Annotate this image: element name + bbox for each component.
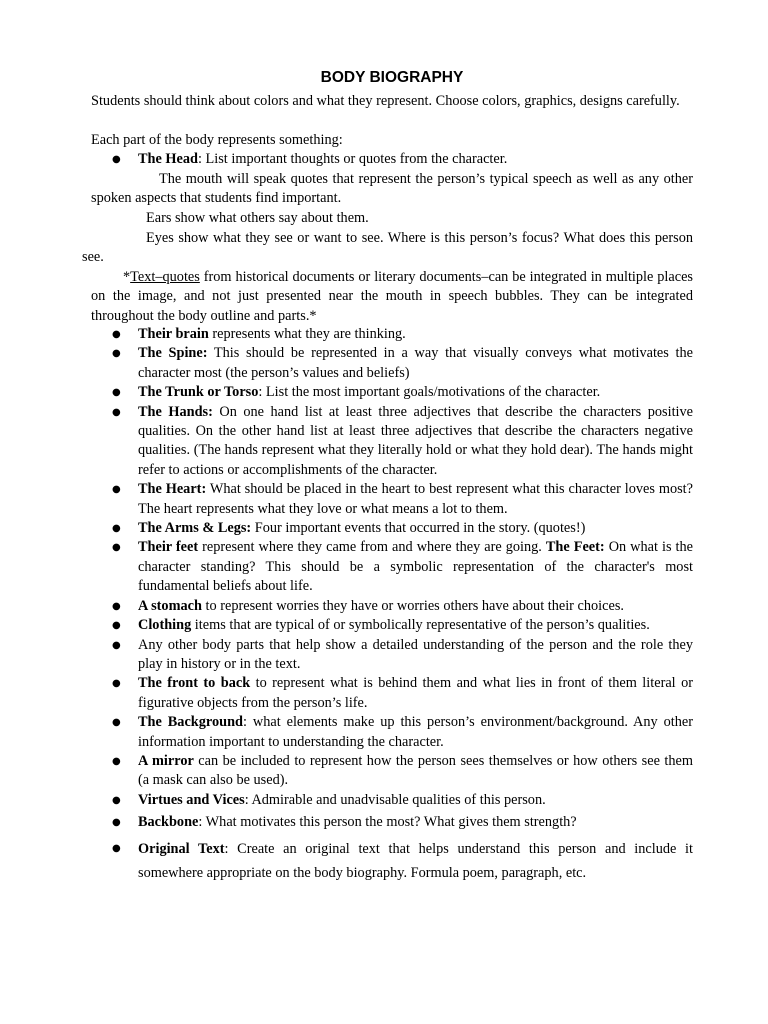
item-label: Their brain [138,326,209,342]
item-text-2: On what is the character standing? This should be a symbolic representation of the character's most fundamental beliefs about life. [138,539,693,595]
page-title: BODY BIOGRAPHY [320,69,464,86]
item-text: to represent what is behind them and what lies in front of them literal or figurative objects from the person’s life. [138,675,693,711]
item-text: to represent worries they have or worries others have about their choices. [201,597,624,614]
item-label: Original Text [138,840,225,857]
note-star: * [123,269,131,285]
list-item [112,403,693,481]
list-item [112,480,693,519]
item-text: : What motivates this person the most? What gives them strength? [198,814,577,831]
list-item [112,344,693,383]
item-text: : Create an original text that helps understand this person and include it somewhere appropriate on the body biography. Formula poem, paragraph, etc. [138,840,693,882]
list-item [112,616,693,635]
list-item [112,597,693,616]
item-text: items that are typical of or symbolically representative of the person’s qualities. [191,617,650,634]
ears-paragraph: Ears show what others say about them. [146,210,369,226]
eyes-paragraph: Eyes show what they see or want to see. Where is this person’s focus? What does this person see. [82,230,693,266]
item-text: represent where they came from and where they are going. [198,539,546,556]
body-parts-list [112,325,693,886]
item-label: The Head [138,151,198,167]
item-label: A stomach [138,597,202,614]
item-text: Any other body parts that help show a detailed understanding of the person and the role they play in history or in the text. [138,636,693,672]
list-item [112,791,693,810]
item-label-2: The Feet: [545,539,605,556]
list-item [112,538,693,596]
item-text: represents what they are thinking. [208,326,406,342]
item-label: Backbone [138,814,199,831]
item-label: Virtues and Vices [138,791,245,808]
item-label: The Arms & Legs: [138,520,252,537]
item-text: Four important events that occurred in the story. (quotes!) [251,520,586,537]
list-item [112,636,693,675]
list-item [112,519,693,538]
intro-paragraph: Students should think about colors and what they represent. Choose colors, graphics, designs carefully. [91,93,680,109]
item-label: Clothing [138,617,192,634]
item-label: The front to back [138,675,251,692]
list-item [112,674,693,713]
list-item [112,752,693,791]
text-quotes-term: Text–quotes [130,269,200,285]
item-text: What should be placed in the heart to best represent what this character loves most? The heart represents what they love or what means a lot to them. [138,481,693,517]
item-label: The Spine: [138,345,208,362]
item-label: The Background [138,714,243,731]
list-item [112,713,693,752]
item-text: On one hand list at least three adjectives that describe the characters positive qualities. On the other hand list at least three adjectives that describe the characters negative qualities. (The hands represent what they literally hold or what they hold dear). The hands might refer to actions or accomplishments of the character. [138,403,694,478]
list-item [112,383,693,402]
item-text: This should be represented in a way that visually conveys what motivates the character most (the person’s values and beliefs) [138,345,694,381]
item-label: Their feet [138,539,199,556]
item-text: : what elements make up this person’s environment/background. Any other information important to understanding the character. [138,714,693,750]
item-text: can be included to represent how the person sees themselves or how others see them (a mask can also be used). [138,752,693,789]
mouth-paragraph: The mouth will speak quotes that represent the person’s typical speech as well as any other spoken aspects that students find important. [91,171,693,207]
item-label: A mirror [138,752,194,769]
text-quotes-note [91,268,693,326]
body-parts-list-head [112,150,693,169]
note-text: from historical documents or literary documents–can be integrated in multiple places on the image, and not just presented near the mouth in speech bubbles. They can be integrated throughout the body outline and parts.* [91,269,693,324]
item-text: : Admirable and unadvisable qualities of this person. [244,791,546,808]
item-label: The Heart: [138,481,207,498]
list-item [112,325,693,344]
list-item [112,837,693,886]
item-label: The Hands: [138,403,213,420]
list-item [112,813,693,832]
item-text: : List the most important goals/motivations of the character. [258,384,601,401]
list-item-head [112,150,693,169]
intro-list-lead: Each part of the body represents something: [91,132,343,148]
item-text: : List important thoughts or quotes from the character. [197,151,508,167]
item-label: The Trunk or Torso [138,384,259,401]
